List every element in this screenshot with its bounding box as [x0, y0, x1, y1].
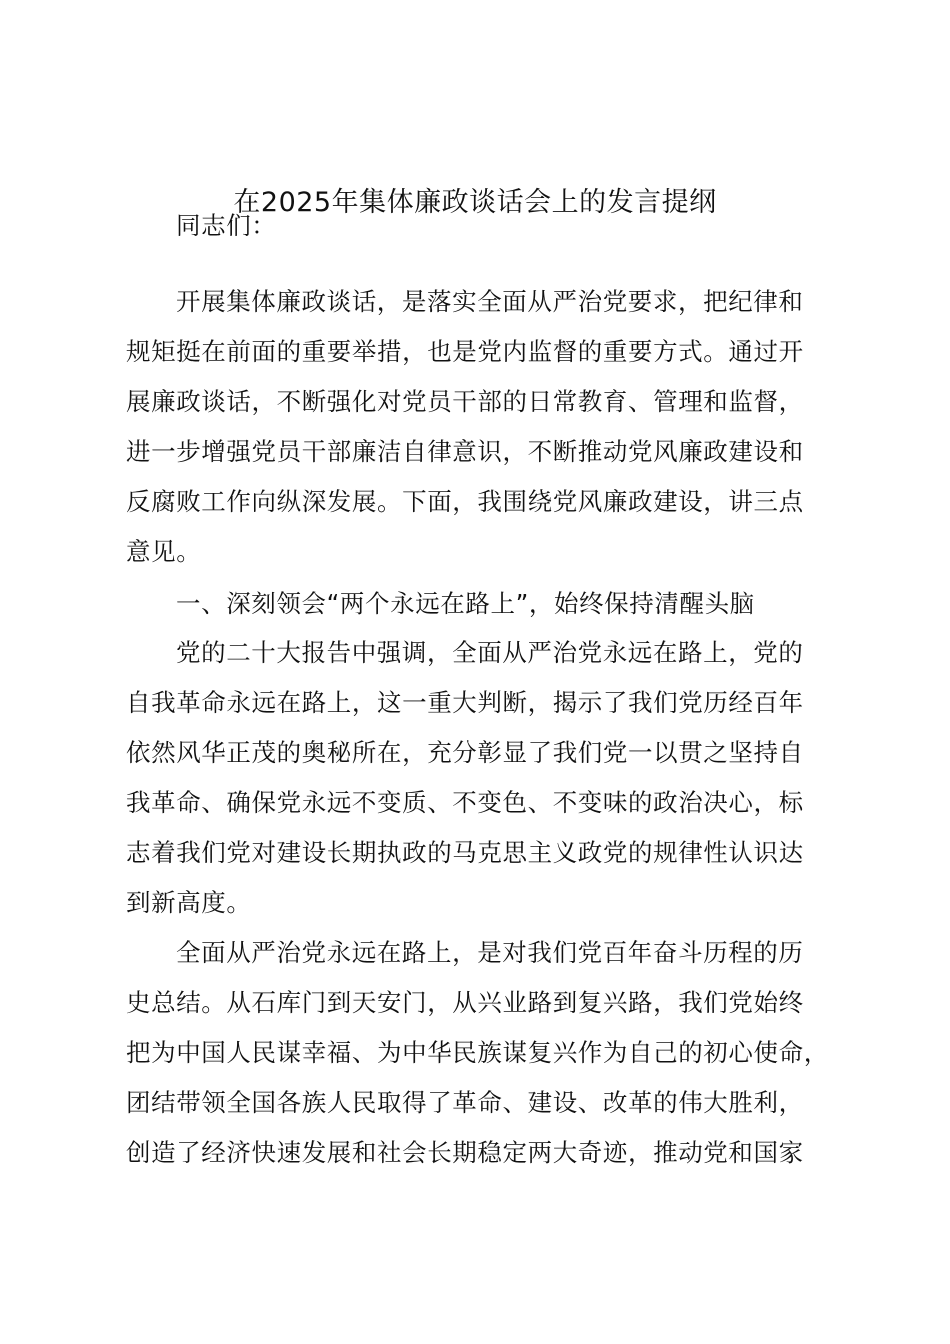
paragraph-line: 意见。: [126, 537, 202, 566]
document-title: 在2025年集体廉政谈话会上的发言提纲: [233, 187, 717, 218]
paragraph-line: 把为中国人民谋幸福、为中华民族谋复兴作为自己的初心使命，: [126, 1038, 829, 1067]
paragraph-line: 依然风华正茂的奥秘所在，充分彰显了我们党一以贯之坚持自: [126, 738, 804, 767]
salutation: 同志们：: [176, 211, 277, 240]
paragraph-line: 规矩挺在前面的重要举措，也是党内监督的重要方式。通过开: [126, 337, 804, 366]
paragraph-line: 史总结。从石库门到天安门，从兴业路到复兴路，我们党始终: [126, 988, 804, 1017]
paragraph-line: 我革命、确保党永远不变质、不变色、不变味的政治决心，标: [126, 788, 804, 817]
paragraph-line: 反腐败工作向纵深发展。下面，我围绕党风廉政建设，讲三点: [126, 487, 804, 516]
section-heading-1: 一、深刻领会“两个永远在路上”，始终保持清醒头脑: [176, 589, 755, 618]
paragraph-line: 志着我们党对建设长期执政的马克思主义政党的规律性认识达: [126, 838, 804, 867]
paragraph-line: 开展集体廉政谈话，是落实全面从严治党要求，把纪律和: [176, 287, 804, 316]
paragraph-line: 自我革命永远在路上，这一重大判断，揭示了我们党历经百年: [126, 688, 804, 717]
paragraph-line: 团结带领全国各族人民取得了革命、建设、改革的伟大胜利，: [126, 1088, 804, 1117]
paragraph-line: 党的二十大报告中强调，全面从严治党永远在路上，党的: [176, 638, 804, 667]
paragraph-line: 展廉政谈话，不断强化对党员干部的日常教育、管理和监督，: [126, 387, 804, 416]
paragraph-line: 全面从严治党永远在路上，是对我们党百年奋斗历程的历: [176, 938, 804, 967]
paragraph-line: 进一步增强党员干部廉洁自律意识，不断推动党风廉政建设和: [126, 437, 804, 466]
paragraph-line: 到新高度。: [126, 888, 252, 917]
paragraph-line: 创造了经济快速发展和社会长期稳定两大奇迹，推动党和国家: [126, 1138, 804, 1167]
